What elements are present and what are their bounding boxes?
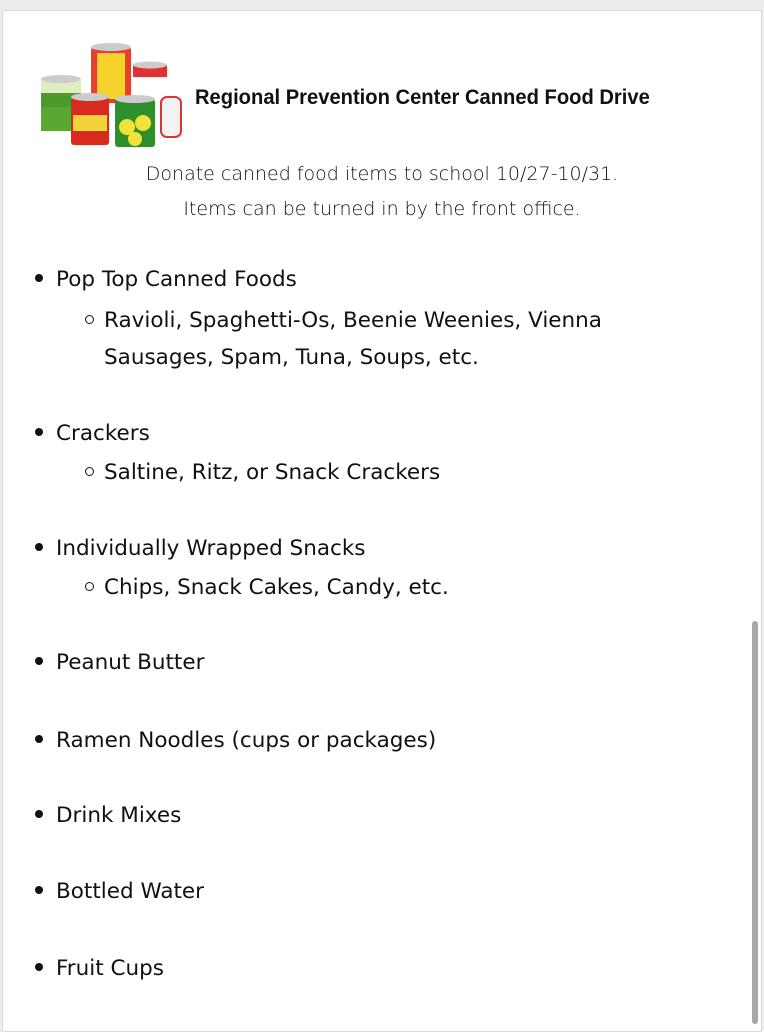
bullet-icon [35, 543, 43, 551]
list-item [35, 267, 297, 292]
list-item [35, 956, 164, 981]
bullet-icon [35, 886, 43, 894]
list-item [35, 421, 150, 446]
item-label: Peanut Butter [56, 650, 205, 675]
circle-bullet-icon [85, 582, 94, 591]
item-label: Ramen Noodles (cups or packages) [56, 728, 437, 753]
page-title: Regional Prevention Center Canned Food Drive [195, 86, 650, 109]
list-item [35, 803, 181, 828]
circle-bullet-icon [85, 315, 94, 324]
sub-item-label: Saltine, Ritz, or Snack Crackers [104, 460, 441, 485]
intro-line-1: Donate canned food items to school 10/27-10/31. [145, 163, 619, 185]
intro-line-2: Items can be turned in by the front office. [183, 198, 581, 220]
circle-bullet-icon [85, 467, 94, 476]
item-label: Crackers [56, 421, 150, 446]
item-label: Fruit Cups [56, 956, 164, 981]
sub-list-item [85, 302, 684, 376]
bullet-icon [35, 963, 43, 971]
sub-item-label: Chips, Snack Cakes, Candy, etc. [104, 575, 449, 600]
item-label: Individually Wrapped Snacks [56, 536, 366, 561]
list-item [35, 728, 436, 753]
sub-item-label: Ravioli, Spaghetti-Os, Beenie Weenies, Vienna Sausages, Spam, Tuna, Soups, etc. [104, 308, 602, 370]
item-label: Pop Top Canned Foods [56, 267, 297, 292]
sub-list-item [85, 454, 684, 491]
bullet-icon [35, 810, 43, 818]
flyer-card [2, 10, 762, 1032]
bullet-icon [35, 657, 43, 665]
bullet-icon [35, 735, 43, 743]
item-label: Drink Mixes [56, 803, 182, 828]
list-item [35, 879, 204, 904]
sub-list-item [85, 569, 684, 606]
item-label: Bottled Water [56, 879, 205, 904]
scrollbar[interactable] [752, 621, 758, 1024]
bullet-icon [35, 428, 43, 436]
canned-food-image [39, 43, 185, 151]
list-item [35, 650, 204, 675]
list-item [35, 536, 365, 561]
bullet-icon [35, 274, 43, 282]
